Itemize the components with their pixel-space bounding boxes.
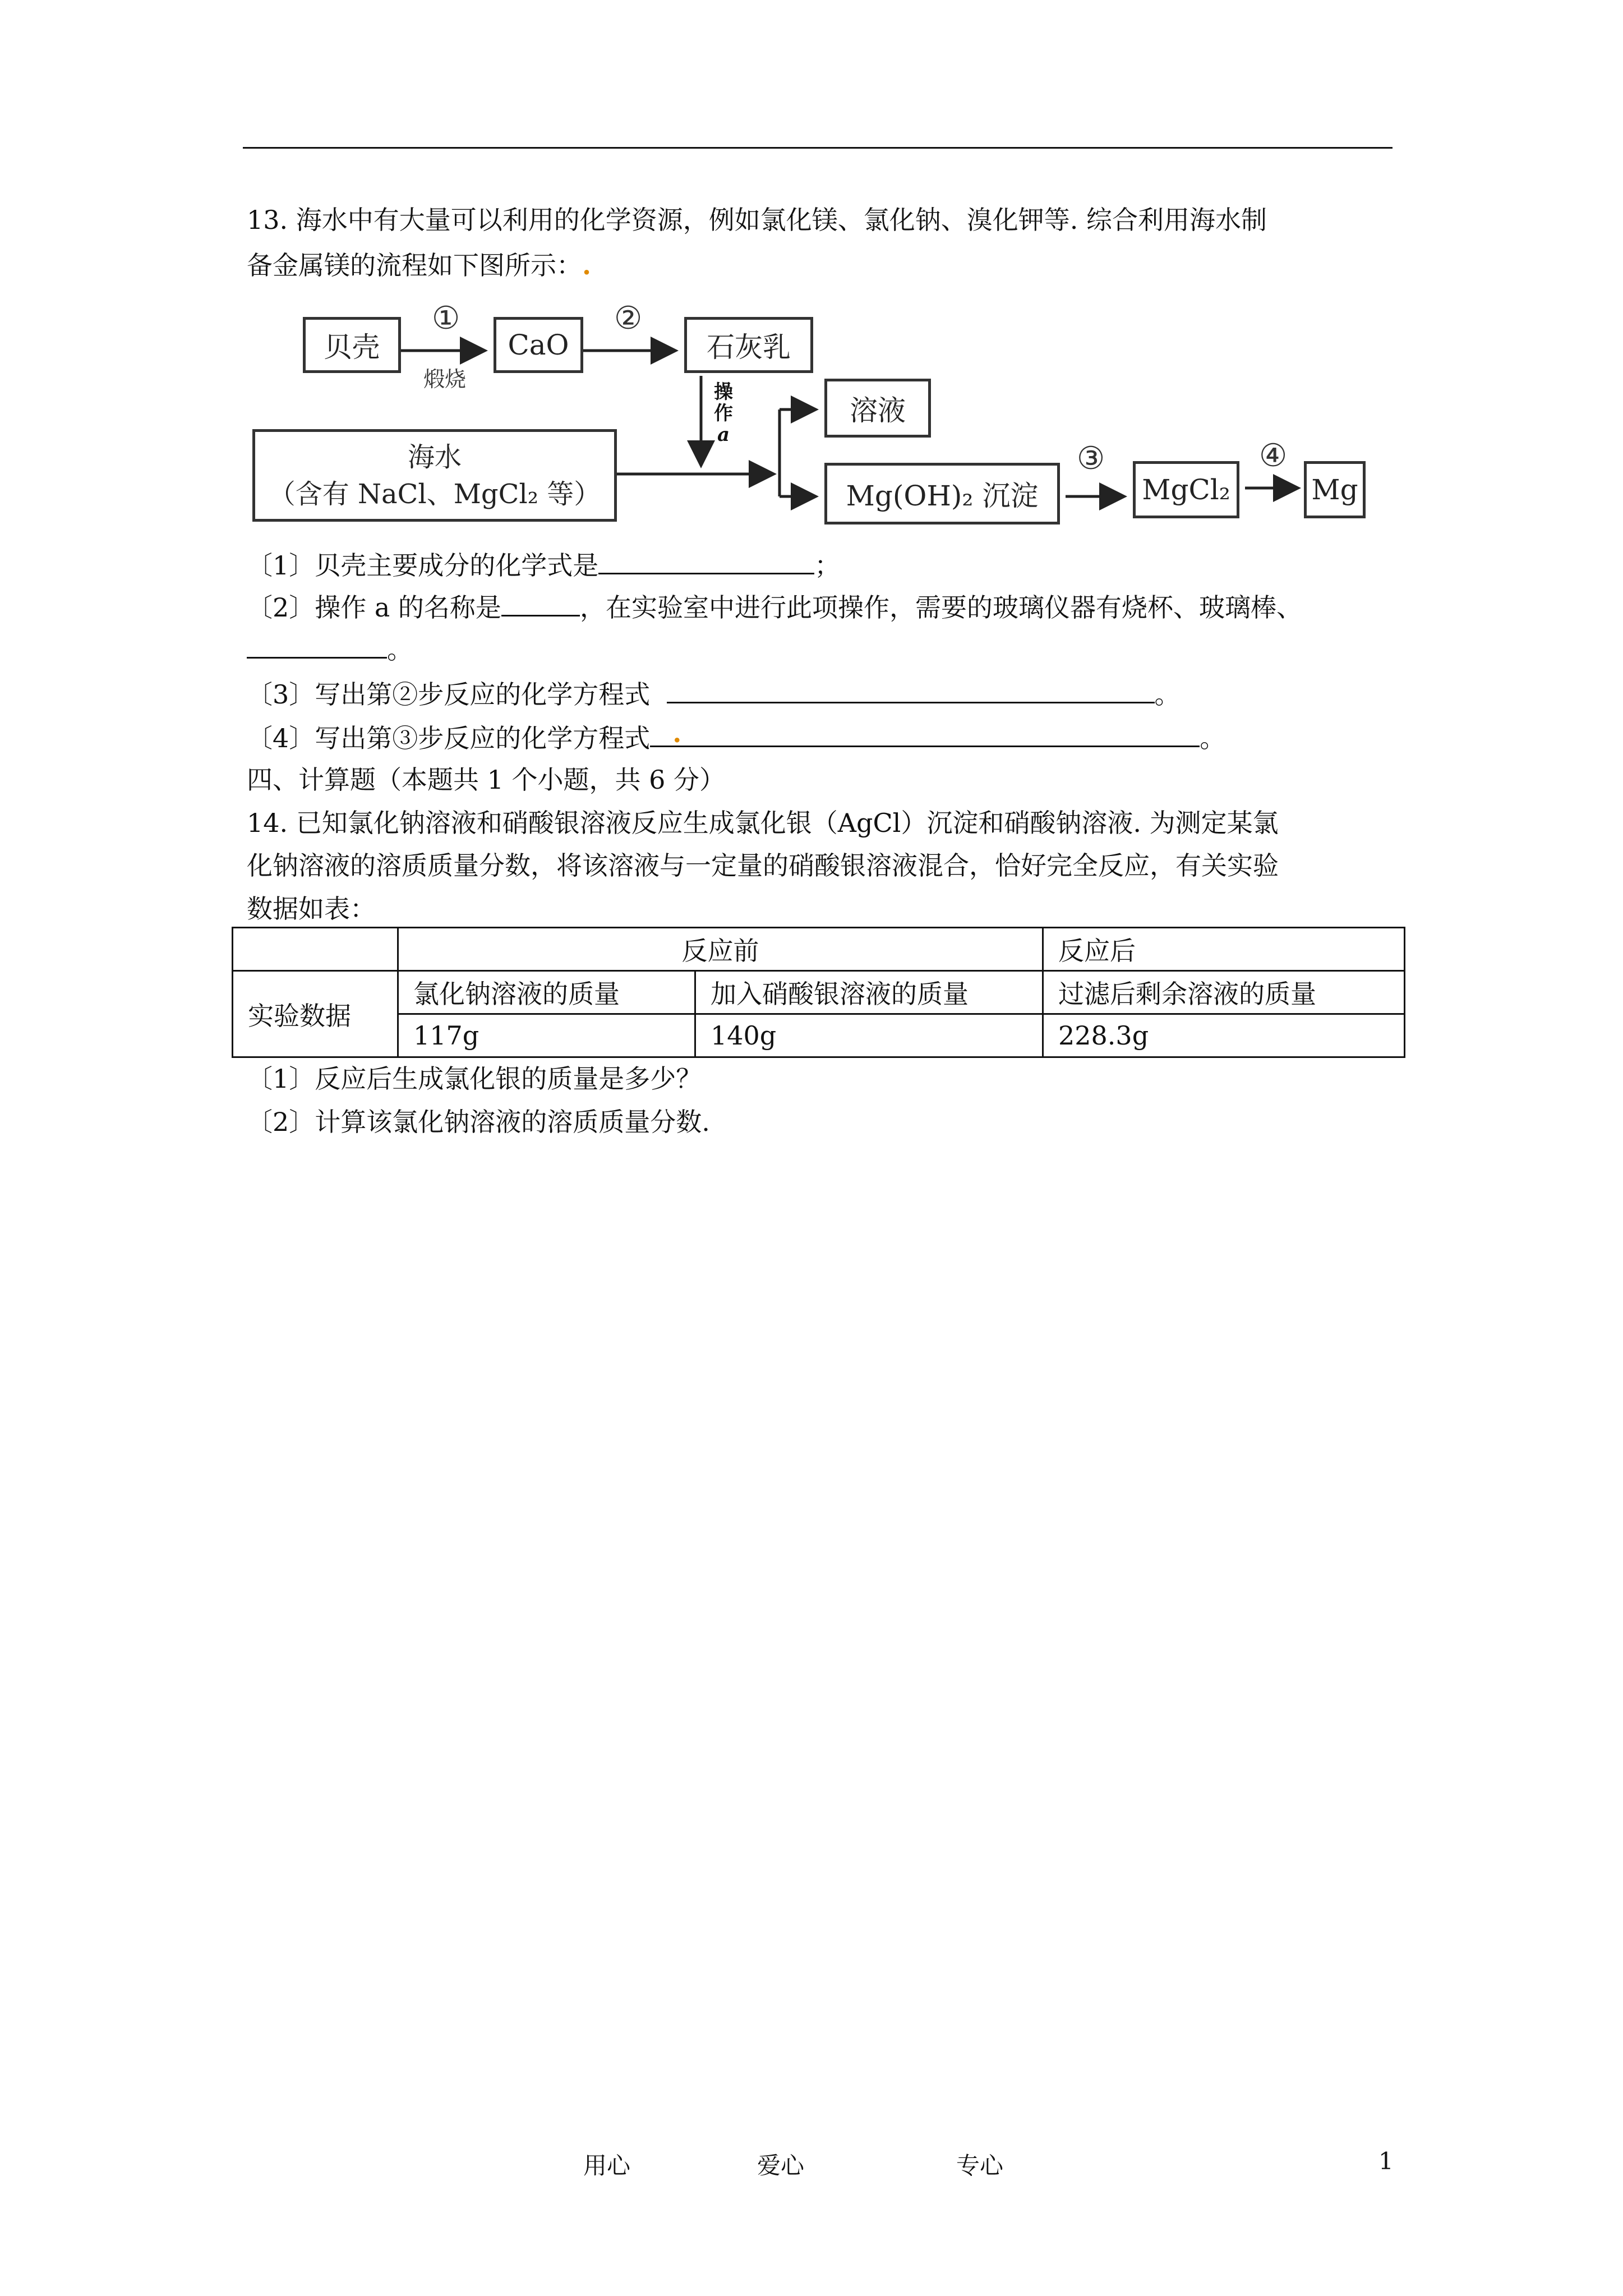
page-number: 1 — [1378, 2147, 1394, 2175]
flow-box-lime-milk: 石灰乳 — [684, 317, 813, 373]
q13-sub4: 〔4〕写出第③步反应的化学方程式 . 。 — [247, 720, 1225, 755]
q14-sub2: 〔2〕计算该氯化钠溶液的溶质质量分数. — [247, 1107, 710, 1137]
orange-dot-mark: . — [582, 250, 592, 280]
operation-a-label: 操 作 a — [714, 381, 733, 446]
q13-intro-line1: 13. 海水中有大量可以利用的化学资源，例如氯化镁、氯化钠、溴化钾等. 综合利用海水制 — [247, 205, 1267, 235]
q13-sub3: 〔3〕写出第②步反应的化学方程式 。 — [247, 676, 1181, 711]
table-header-before: 反应前 — [398, 928, 1043, 971]
table-row — [233, 971, 1405, 1014]
table-row — [233, 1014, 1405, 1057]
calcine-label: 煅烧 — [423, 367, 467, 392]
step1-marker: ① — [432, 300, 460, 337]
flow-box-shell: 贝壳 — [303, 317, 401, 373]
step4-marker: ④ — [1259, 438, 1288, 474]
answer-blank[interactable] — [247, 631, 387, 659]
answer-blank[interactable] — [667, 676, 1155, 703]
section-heading: 四、计算题（本题共 1 个小题，共 6 分） — [247, 765, 726, 795]
table-row-label: 实验数据 — [233, 971, 398, 1057]
footer-text-3: 专心 — [956, 2152, 1004, 2179]
step2-marker: ② — [614, 300, 643, 337]
table-row — [233, 928, 1405, 971]
answer-blank[interactable] — [598, 547, 814, 574]
q13-sub1: 〔1〕贝壳主要成分的化学式是 ； — [247, 547, 840, 582]
table-cell: 228.3g — [1043, 1014, 1405, 1057]
q14-sub1: 〔1〕反应后生成氯化银的质量是多少？ — [247, 1064, 702, 1094]
flow-box-mg: Mg — [1304, 461, 1366, 518]
flow-box-seawater — [252, 429, 617, 522]
table-col-header: 加入硝酸银溶液的质量 — [695, 971, 1043, 1014]
flow-box-cao: CaO — [494, 317, 583, 373]
seawater-note: （含有 NaCl、MgCl₂ 等） — [268, 478, 601, 510]
answer-blank[interactable] — [650, 720, 1200, 747]
header-rule — [243, 147, 1393, 149]
answer-blank[interactable] — [501, 589, 580, 616]
experiment-data-table — [232, 927, 1405, 1058]
footer-text-1: 用心 — [583, 2152, 631, 2179]
table-cell — [233, 928, 398, 971]
q13-sub2-cont: 。 — [247, 631, 413, 666]
flow-diagram — [247, 300, 1368, 527]
table-cell: 117g — [398, 1014, 695, 1057]
table-header-after: 反应后 — [1043, 928, 1405, 971]
q13-sub2: 〔2〕操作 a 的名称是 ，在实验室中进行此项操作，需要的玻璃仪器有烧杯、玻璃棒、 — [247, 589, 1302, 624]
q14-line2: 化钠溶液的溶质质量分数，将该溶液与一定量的硝酸银溶液混合，恰好完全反应，有关实验 — [247, 850, 1279, 881]
flow-box-mgcl2: MgCl₂ — [1133, 461, 1239, 518]
table-col-header: 氯化钠溶液的质量 — [398, 971, 695, 1014]
q14-line1: 14. 已知氯化钠溶液和硝酸银溶液反应生成氯化银（AgCl）沉淀和硝酸钠溶液. 为测定某氯 — [247, 808, 1279, 838]
q13-intro-line2: 备金属镁的流程如下图所示：. — [247, 250, 592, 280]
footer-text-2: 爱心 — [757, 2152, 805, 2179]
orange-dot-mark: . — [672, 718, 682, 748]
flow-box-mgoh2: Mg(OH)₂ 沉淀 — [824, 463, 1060, 524]
q14-line3: 数据如表： — [247, 894, 376, 924]
table-cell: 140g — [695, 1014, 1043, 1057]
seawater-label: 海水 — [407, 441, 462, 473]
flow-box-solution: 溶液 — [824, 379, 931, 438]
table-col-header: 过滤后剩余溶液的质量 — [1043, 971, 1405, 1014]
step3-marker: ③ — [1077, 440, 1105, 477]
